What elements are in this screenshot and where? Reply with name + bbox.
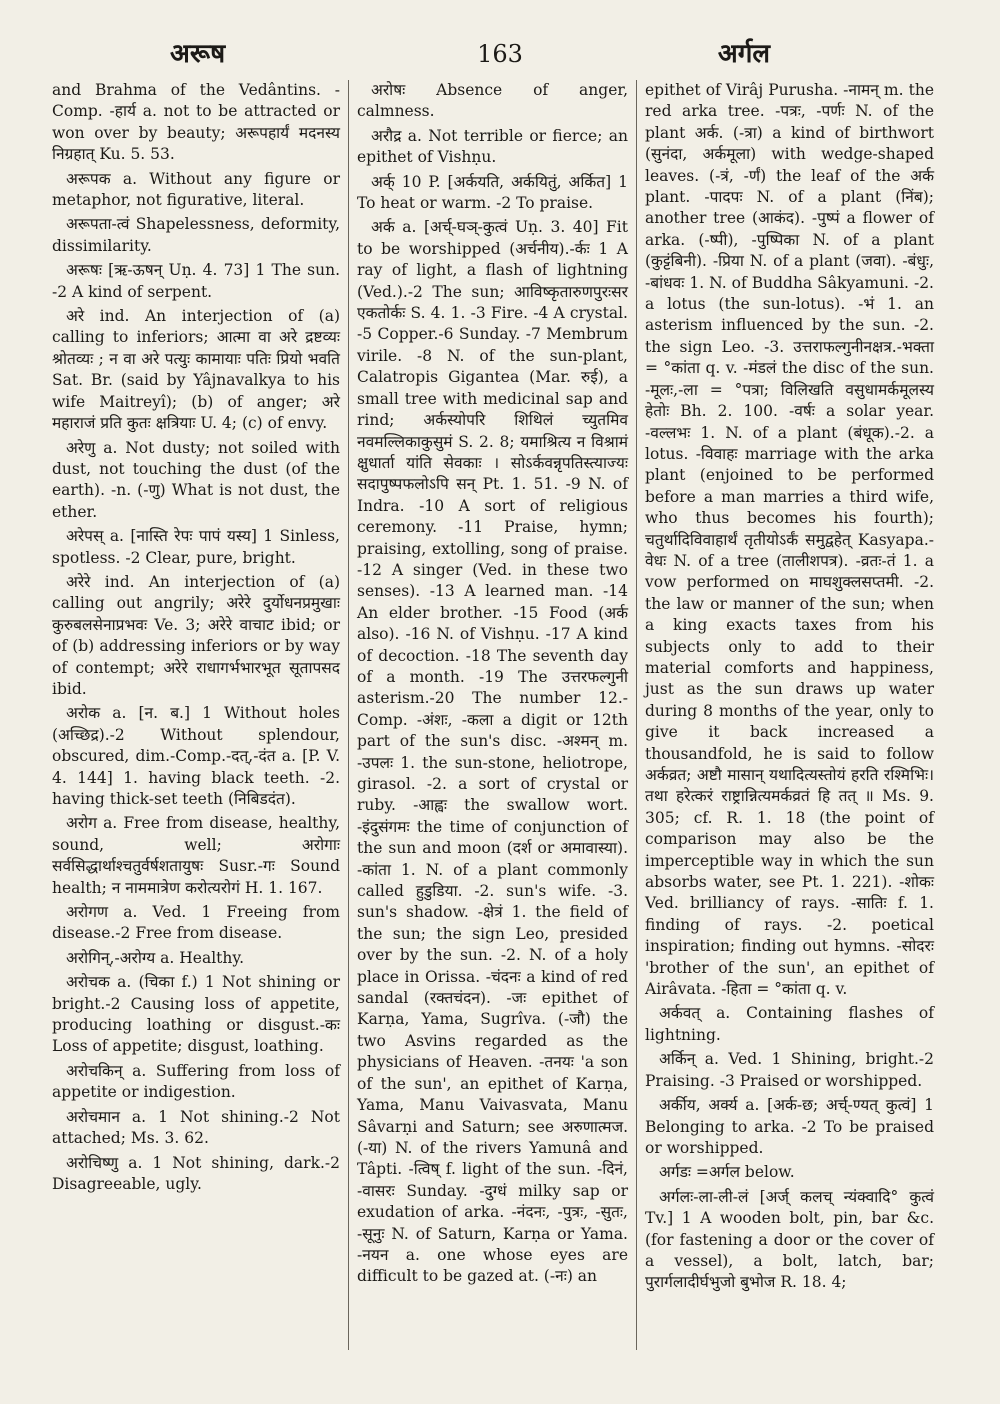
dictionary-entry: अरोग a. Free from disease, healthy, sound, well; अरोगाः सर्वसिद्धार्थाश्चतुर्वर्षशतायुषः Susr.-गः Sound health; न नाममात्रेण करोत्यरोगं H. 1. 167. [52,814,340,897]
dictionary-entry: अरूपता-त्वं Shapelessness, deformity, dissimilarity. [52,215,340,255]
dictionary-entry: अरे ind. An interjection of (a) calling to inferiors; आत्मा वा अरे द्रष्टव्यः श्रोतव्यः ; न वा अरे पत्युः कामायाः पतिः प्रियो भवति Sat. Br. (said by Yâjnavalkya to his wife Maitreyî); (b) of anger; अरे महाराजं प्रति कुतः क्षत्रियाः U. 4; (c) of envy. [52,307,340,433]
column-2 [348,80,636,1350]
left-running-headword: अरूष [170,39,226,69]
dictionary-entry: and Brahma of the Vedântins. -Comp. -हार्य a. not to be attracted or won over by beauty; अरूपहार्यं मदनस्य निग्रहात् Ku. 5. 53. [52,81,340,164]
dictionary-entry: अरोचिष्णु a. 1 Not shining, dark.-2 Disagreeable, ugly. [52,1153,340,1193]
dictionary-entry: अरोषः Absence of anger, calmness. [357,81,628,121]
text-columns [44,80,970,1350]
column-3 [636,80,942,1350]
column-1 [44,80,348,1350]
dictionary-entry: अर्कीय, अर्क्य a. [अर्क-छ; अर्च्-ण्यत् कुत्वं] 1 Belonging to arka. -2 To be praised or worshipped. [645,1096,934,1157]
dictionary-entry: अर्गलः-ला-ली-लं [अर्ज् कलच् न्यंक्वादि° कुत्वं Tv.] 1 A wooden bolt, pin, bar &c. (for fastening a door or the cover of a vessel), a bolt, latch, bar; पुरार्गलादीर्घभुजो बुभोज R. 18. 4; [645,1187,934,1292]
dictionary-entry: अर्कवत् a. Containing flashes of lightning. [645,1004,934,1044]
dictionary-entry: अर्गडः =अर्गल below. [659,1163,795,1182]
page-number: 163 [477,40,523,68]
dictionary-entry: अरोगण a. Ved. 1 Freeing from disease.-2 Free from disease. [52,903,340,943]
dictionary-entry: अर्क् 10 P. [अर्कयति, अर्कयितुं, अर्कित] 1 To heat or warm. -2 To praise. [357,172,628,213]
dictionary-entry: अरेरे ind. An interjection of (a) calling out angrily; अरेरे दुर्योधनप्रमुखाः कुरुबलसेनाप्रभवः Ve. 3; अरेरे वाचाट ibid; or of (b) addressing inferiors or by way of contempt; अरेरे राधागर्भभारभूत सूतापसद ibid. [52,572,340,698]
dictionary-entry: अरोगिन्,-अरोग्य a. Healthy. [66,948,244,967]
dictionary-entry: अरोचमान a. 1 Not shining.-2 Not attached; Ms. 3. 62. [52,1107,340,1148]
dictionary-entry: अर्क a. [अर्च्-घञ्-कुत्वं Uṇ. 3. 40] Fit to be worshipped (अर्चनीय).-र्कः 1 A ray of light, a flash of lightning (Ved.).-2 The sun; आविष्कृतारुणपुरःसर एकतोर्कः S. 4. 1. -3 Fire. -4 A crystal. -5 Copper.-6 Sunday. -7 Membrum virile. -8 N. of the sun-plant, Calatropis Gigantea (Mar. रुई), a small tree with medicinal sap and rind; अर्कस्योपरि शिथिलं च्युतमिव नवमल्लिकाकुसुमं S. 2. 8; यमाश्रित्य न विश्रामं क्षुधार्ता यांति सेवकाः । सोऽर्कवन्नृपतिस्त्याज्यः सदापुष्पफलोऽपि सन् Pt. 1. 51. -9 N. of Indra. -10 A sort of religious ceremony. -11 Praise, hymn; praising, extolling, song of praise. -12 A singer (Ved. in these two senses). -13 A learned man. -14 An elder brother. -15 Food (अर्क also). -16 N. of Vishṇu. -17 A kind of decoction. -18 The seventh day of a month. -19 The उत्तरफल्गुनी asterism.-20 The number 12.-Comp. -अंशः, -कला a digit or 12th part of the sun's disc. -अश्मन् m. -उपलः 1. the sun-stone, heliotrope, girasol. -2. a sort of crystal or ruby. -आह्वः the swallow wort. -इंदुसंगमः the time of conjunction of the sun and moon (दर्श or अमावास्या). -कांता 1. N. of a plant commonly called हुडुडिया. -2. sun's wife. -3. sun's shadow. -क्षेत्रं 1. the field of the sun; the sign Leo, presided over by the sun. -2. N. of a holy place in Orissa. -चंदनः a kind of red sandal (रक्तचंदन). -जः epithet of Karṇa, Yama, Sugrîva. (-जौ) the two Asvins regarded as the physicians of Heaven. -तनयः 'a son of the sun', an epithet of Karṇa, Yama, Manu Vaivasvata, Manu Sâvarṇi and Saturn; see अरुणात्मज. (-या) N. of the rivers Yamunâ and Tâpti. -त्विष् f. light of the sun. -दिनं, -वासरः Sunday. -दुग्धं milky sap or exudation of arka. -नंदनः, -पुत्रः, -सुतः, -सूनुः N. of Saturn, Karṇa or Yama. -नयन a. one whose eyes are difficult to be gazed at. (-नः) an [357,218,628,1286]
dictionary-entry: अर्किन् a. Ved. 1 Shining, bright.-2 Praising. -3 Praised or worshipped. [645,1050,934,1090]
dictionary-entry: अरोक a. [न. ब.] 1 Without holes (अच्छिद्र).-2 Without splendour, obscured, dim.-Comp.-दत्,-दंत a. [P. V. 4. 144] 1. having black teeth. -2. having thick-set teeth (निबिडदंत). [52,704,340,808]
dictionary-entry: अरेपस् a. [नास्ति रेपः पापं यस्य] 1 Sinless, spotless. -2 Clear, pure, bright. [52,527,340,567]
dictionary-entry: अरौद्र a. Not terrible or fierce; an epithet of Vishṇu. [357,126,628,167]
dictionary-entry: अरूषः [ऋ-ऊषन् Uṇ. 4. 73] 1 The sun. -2 A kind of serpent. [52,261,340,301]
dictionary-entry: अरोचक a. (चिका f.) 1 Not shining or bright.-2 Causing loss of appetite, producing loathing or disgust.-कः Loss of appetite; disgust, loathing. [52,973,340,1056]
dictionary-entry: अरोचकिन् a. Suffering from loss of appetite or indigestion. [52,1061,340,1102]
page-header [40,30,960,82]
dictionary-entry: अरेणु a. Not dusty; not soiled with dust, not touching the dust (of the earth). -n. (-णु) What is not dust, the ether. [52,438,340,521]
dictionary-entry: epithet of Virâj Purusha. -नामन् m. the red arka tree. -पत्रः, -पर्णः N. of the plant अर्क. (-त्रा) a kind of birthwort (सुनंदा, अर्कमूला) with wedge-shaped leaves. (-त्रं, -र्णं) the leaf of the अर्क plant. -पादपः N. of a plant (निंब); another tree (आकंद). -पुष्पं a flower of arka. (-ष्पी), -पुष्पिका N. of a plant (कुट्टंबिनी). -प्रिया N. of a plant (जवा). -बंधुः, -बांधवः 1. N. of Buddha Sâkyamuni. -2. a lotus (the sun-lotus). -भं 1. an asterism influenced by the sun. -2. the sign Leo. -3. उत्तराफल्गुनीनक्षत्र.-भक्ता = °कांता q. v. -मंडलं the disc of the sun. -मूलः,-ला = °पत्रा; विलिखति वसुधामर्कमूलस्य हेतोः Bh. 2. 100. -वर्षः a solar year. -वल्लभः 1. N. of a plant (बंधूक).-2. a lotus. -विवाहः marriage with the arka plant (enjoined to be performed before a man marries a third wife, who thus becomes his fourth); चतुर्थादिविवाहार्थं तृतीयोऽर्कं समुद्वहेत् Kasyapa.-वेधः N. of a tree (तालीशपत्र). -व्रतः-तं 1. a vow performed on माघशुक्लसप्तमी. -2. the law or manner of the sun; when a king exacts taxes from his subjects only to add to their material comforts and happiness, just as the sun draws up water during 8 months of the year, only to give it back increased a thousandfold, he is said to follow अर्कव्रत; अष्टौ मासान् यथादित्यस्तोयं हरति रश्मिभिः। तथा हरेत्करं राष्ट्रान्नित्यमर्कव्रतं हि तत् ॥ Ms. 9. 305; cf. R. 1. 18 (the point of comparison may also be the imperceptible way in which the sun absorbs water, see Pt. 1. 221). -शोकः Ved. brilliancy of rays. -सातिः f. 1. finding of rays. -2. poetical inspiration; finding out hymns. -सोदरः 'brother of the sun', an epithet of Airâvata. -हिता = °कांता q. v. [645,81,934,999]
right-running-headword: अर्गल [717,39,770,69]
dictionary-entry: अरूपक a. Without any figure or metaphor, not figurative, literal. [52,169,340,210]
